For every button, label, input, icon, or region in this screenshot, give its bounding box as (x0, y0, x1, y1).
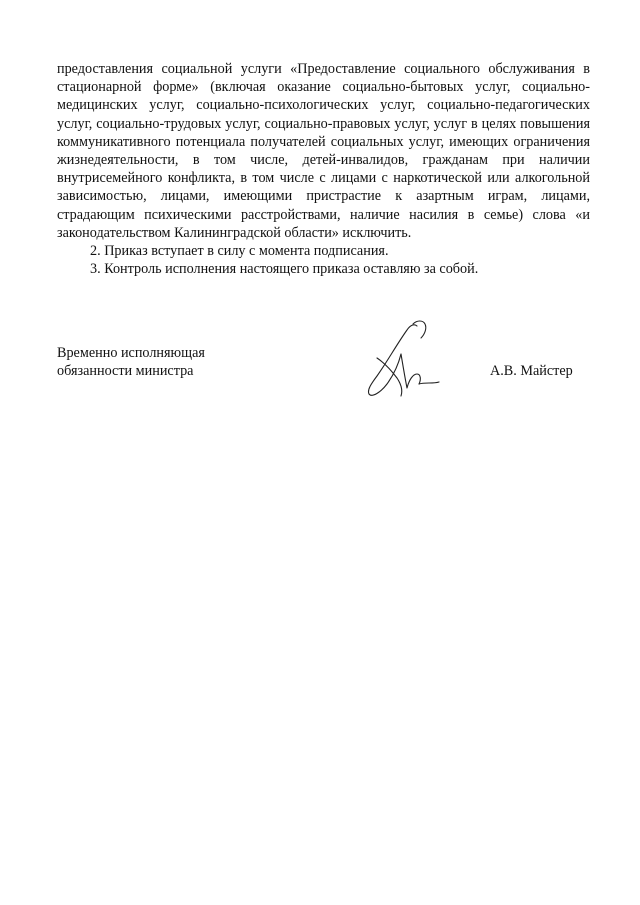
document-body (57, 60, 590, 278)
signer-position-line-2: обязанности министра (57, 363, 194, 380)
signer-position-line-1: Временно исполняющая (57, 345, 205, 361)
paragraph-item-3: 3. Контроль исполнения настоящего приказа оставляю за собой. (90, 261, 479, 278)
paragraph-item-2: 2. Приказ вступает в силу с момента подписания. (90, 243, 389, 260)
signer-position (57, 344, 277, 380)
signature-block (57, 344, 590, 404)
paragraph-continuation: предоставления социальной услуги «Предоставление социального обслуживания в стационарной форме» (включая оказание социально-бытовых услуг, социально-медицинских услуг, социально-психологических услуг, социально-педагогических услуг, социально-трудовых услуг, социально-правовых услуг, услуг в целях повышения коммуникативного потенциала получателей социальных услуг, имеющих ограничения жизнедеятельности, в том числе, детей-инвалидов, гражданам при наличии внутрисемейного конфликта, в том числе с лицами с наркотической или алкогольной зависимостью, лицами, имеющими пристрастие к азартным играм, лицами, страдающим психическими расстройствами, наличие насилия в семье) слова «и законодательством Калининградской области» исключить. (57, 61, 590, 241)
handwritten-signature (347, 318, 467, 408)
signer-name: А.В. Майстер (490, 363, 573, 379)
